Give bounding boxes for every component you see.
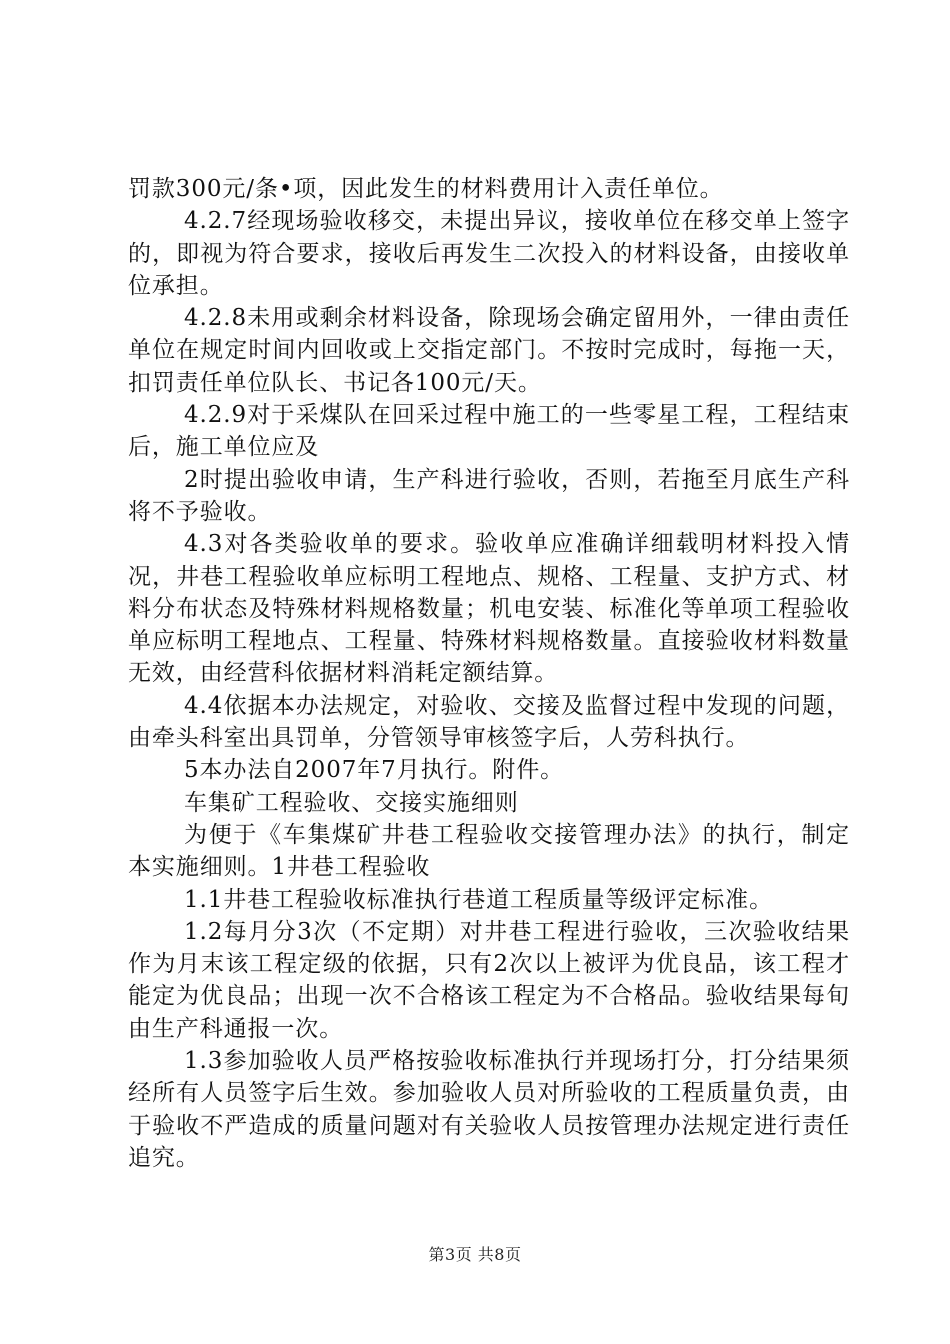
paragraph-4-3: 4.3对各类验收单的要求。验收单应准确详细载明材料投入情况，井巷工程验收单应标明工程地点、规格、工程量、支护方式、材料分布状态及特殊材料规格数量；机电安装、标准化等单项工程验收单应标明工程地点、工程量、特殊材料规格数量。直接验收材料数量无效，由经营科依据材料消耗定额结算。 [128, 531, 850, 687]
attachment-title: 车集矿工程验收、交接实施细则 [184, 789, 519, 816]
paragraph-1-2: 1.2每月分3次（不定期）对井巷工程进行验收，三次验收结果作为月末该工程定级的依据，只有2次以上被评为优良品，该工程才能定为优良品；出现一次不合格该工程定为不合格品。验收结果每旬由生产科通报一次。 [128, 918, 850, 1042]
paragraph-5: 5本办法自2007年7月执行。附件。 [184, 757, 564, 784]
paragraph-1-3: 1.3参加验收人员严格按验收标准执行并现场打分，打分结果须经所有人员签字后生效。参加验收人员对所验收的工程质量负责，由于验收不严造成的质量问题对有关验收人员按管理办法规定进行责任追究。 [128, 1048, 850, 1171]
paragraph-penalty-continuation: 罚款300元/条•项，因此发生的材料费用计入责任单位。 [128, 176, 724, 202]
page-number-footer: 第3页 共8页 [428, 1245, 522, 1264]
paragraph-4-4: 4.4依据本办法规定，对验收、交接及监督过程中发现的问题，由牵头科室出具罚单，分管领导审核签字后，人劳科执行。 [128, 692, 850, 752]
paragraph-4-2-7: 4.2.7经现场验收移交，未提出异议，接收单位在移交单上签字的，即视为符合要求，接收后再发生二次投入的材料设备，由接收单位承担。 [128, 208, 850, 299]
paragraph-4-2-9: 4.2.9对于采煤队在回采过程中施工的一些零星工程，工程结束后，施工单位应及 [128, 402, 850, 461]
paragraph-4-2-8: 4.2.8未用或剩余材料设备，除现场会确定留用外，一律由责任单位在规定时间内回收或上交指定部门。不按时完成时，每拖一天，扣罚责任单位队长、书记各100元/天。 [128, 305, 850, 396]
paragraph-1-1: 1.1井巷工程验收标准执行巷道工程质量等级评定标准。 [184, 886, 773, 913]
paragraph-4-2-9-continued: 2时提出验收申请，生产科进行验收，否则，若拖至月底生产科将不予验收。 [128, 466, 850, 525]
document-body [128, 173, 850, 1174]
paragraph-intro: 为便于《车集煤矿井巷工程验收交接管理办法》的执行，制定本实施细则。1井巷工程验收 [128, 821, 850, 881]
